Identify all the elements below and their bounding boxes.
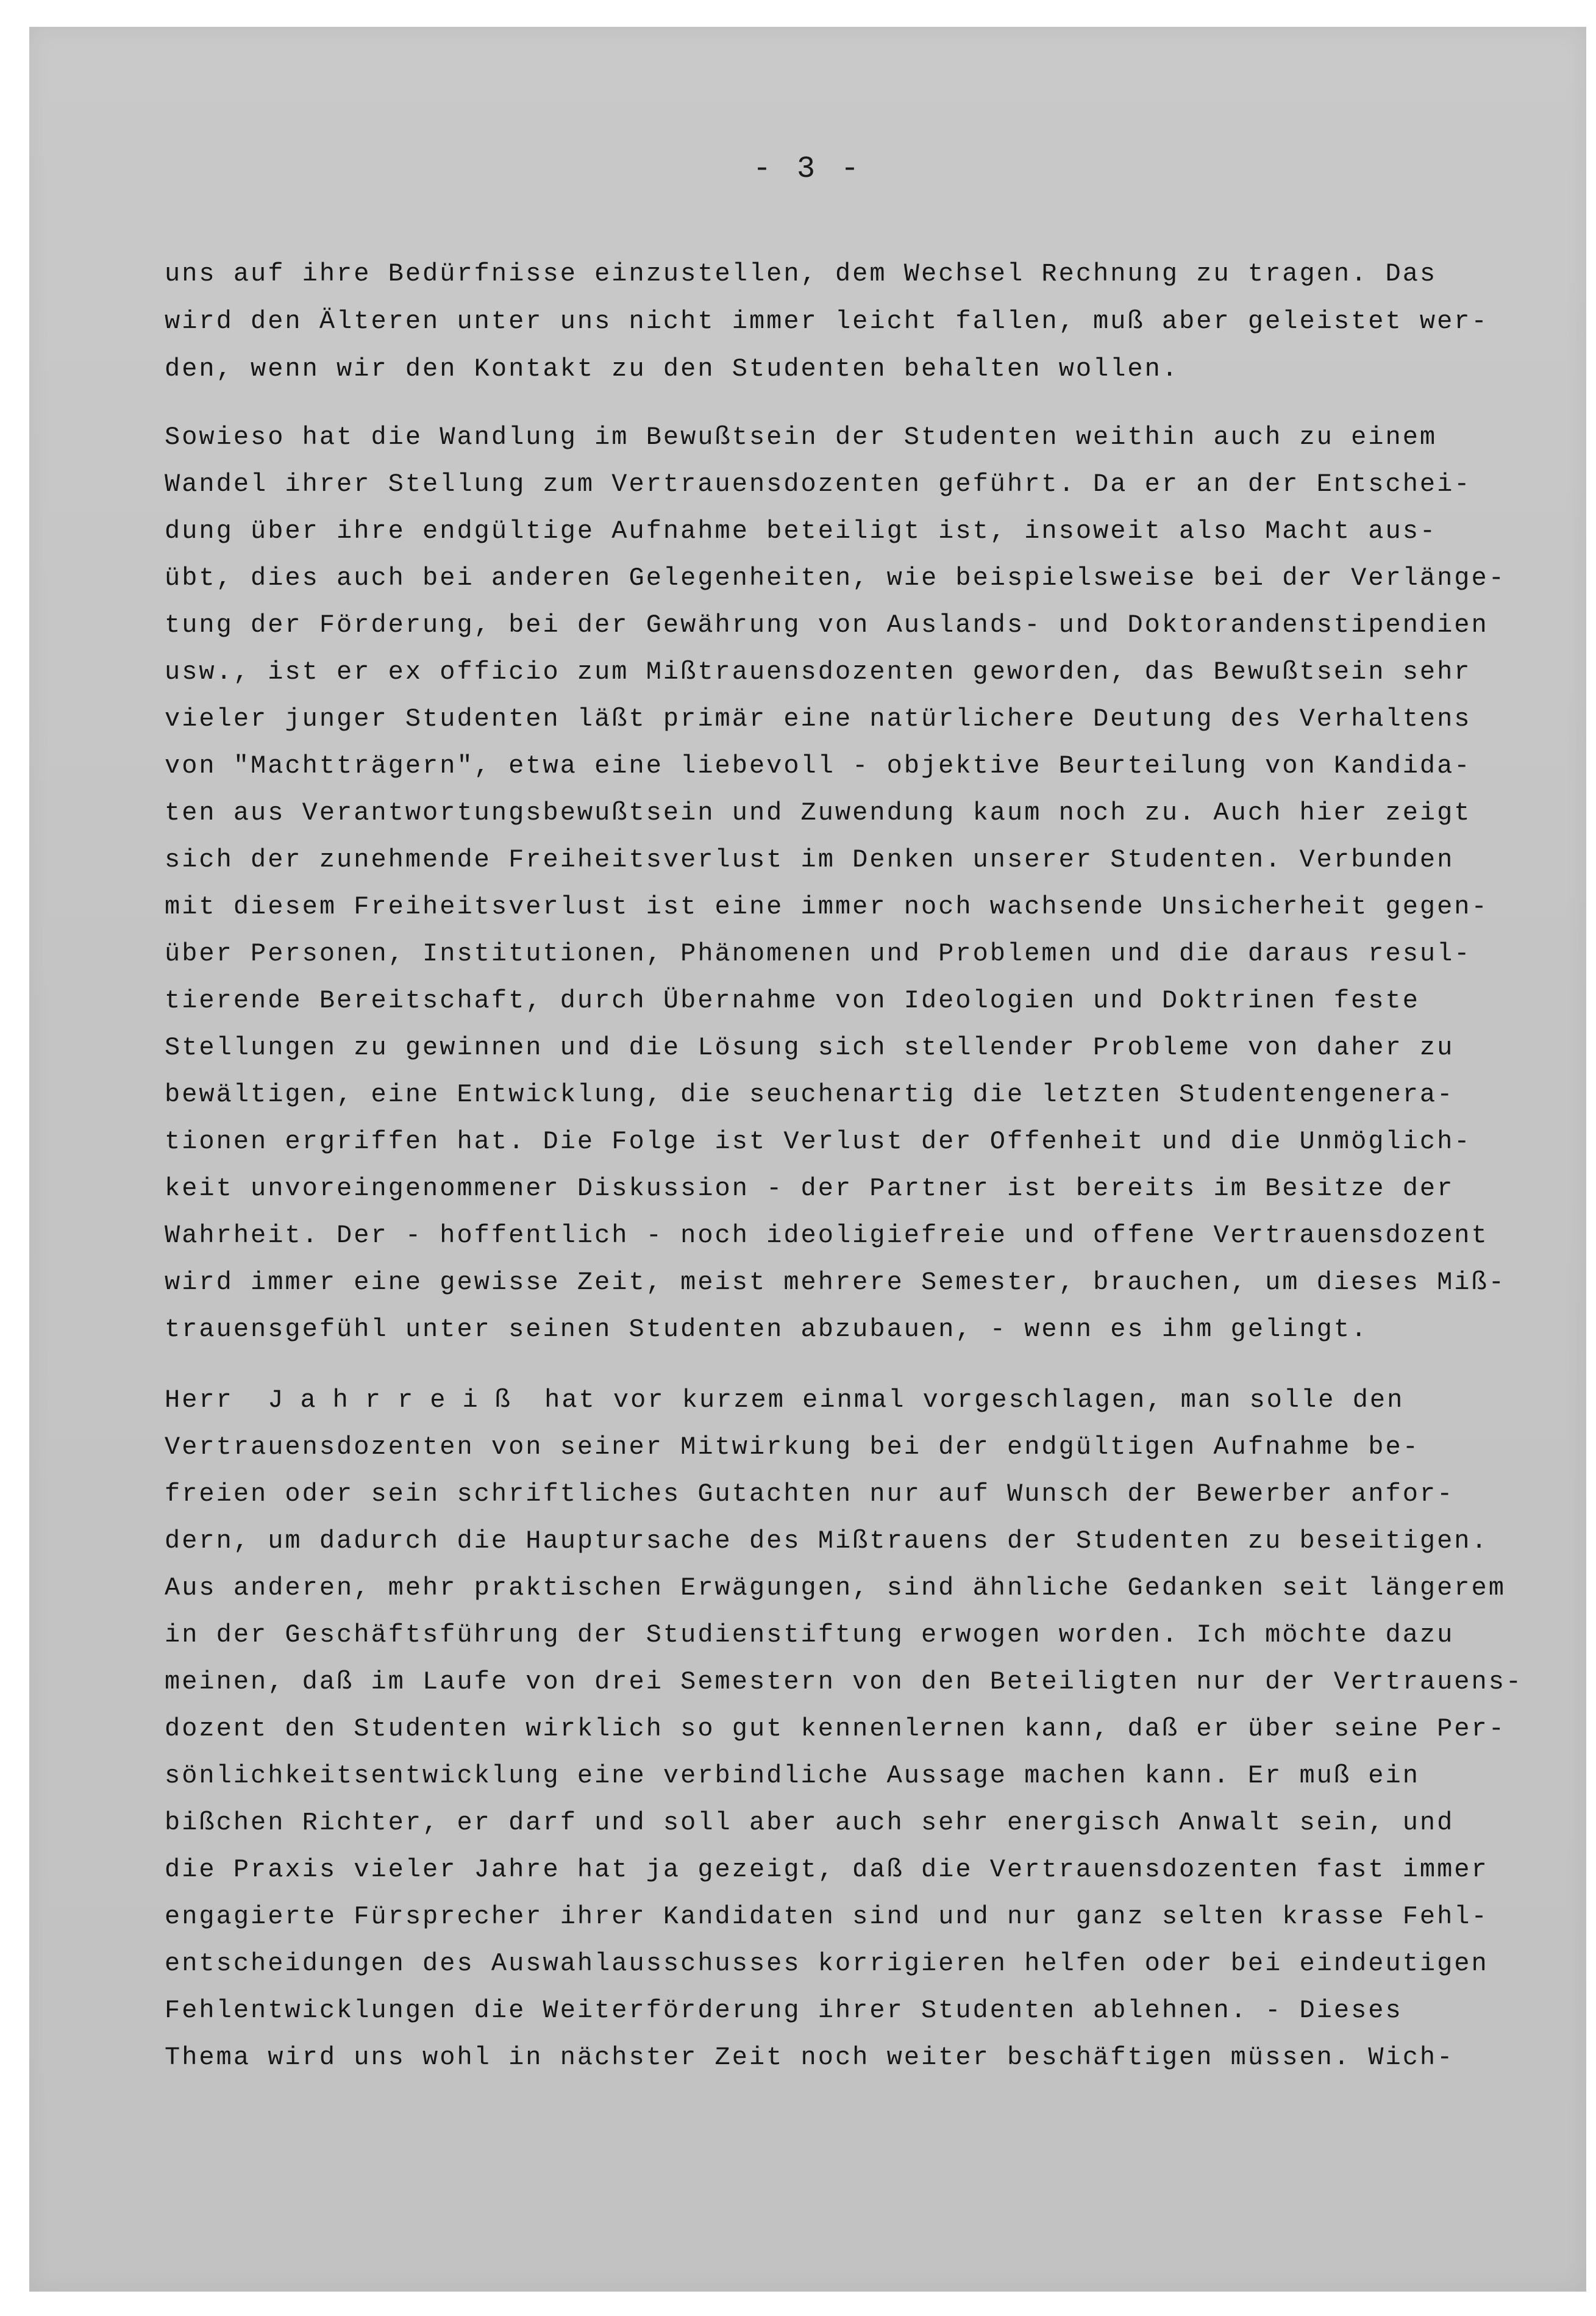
text-line: Aus anderen, mehr praktischen Erwägungen, sind ähnliche Gedanken seit längerem bbox=[165, 1573, 1506, 1603]
page-number: - 3 - bbox=[752, 152, 863, 187]
text-line: übt, dies auch bei anderen Gelegenheiten, wie beispielsweise bei der Verlänge- bbox=[165, 563, 1506, 593]
text-line: über Personen, Institutionen, Phänomenen und Problemen und die daraus resul- bbox=[165, 939, 1472, 968]
text-line: entscheidungen des Auswahlausschusses korrigieren helfen oder bei eindeutigen bbox=[165, 1949, 1489, 1978]
text-line: tierende Bereitschaft, durch Übernahme von Ideologien und Doktrinen feste bbox=[165, 986, 1420, 1015]
herr-prefix: Herr bbox=[165, 1385, 233, 1415]
text-line: Wandel ihrer Stellung zum Vertrauensdozenten geführt. Da er an der Entschei- bbox=[165, 470, 1472, 499]
text-line: wird den Älteren unter uns nicht immer leicht fallen, muß aber geleistet wer- bbox=[165, 307, 1489, 336]
text-line: Fehlentwicklungen die Weiterförderung ihrer Studenten ablehnen. - Dieses bbox=[165, 1996, 1403, 2025]
text-line: dern, um dadurch die Hauptursache des Mißtrauens der Studenten zu beseitigen. bbox=[165, 1526, 1489, 1556]
spaced-name: Jahrreiß bbox=[268, 1385, 527, 1415]
text-line: keit unvoreingenommener Diskussion - der Partner ist bereits im Besitze der bbox=[165, 1174, 1455, 1203]
text-line: trauensgefühl unter seinen Studenten abzubauen, - wenn es ihm gelingt. bbox=[165, 1315, 1369, 1344]
text-line: freien oder sein schriftliches Gutachten nur auf Wunsch der Bewerber anfor- bbox=[165, 1479, 1455, 1509]
text-line: Thema wird uns wohl in nächster Zeit noch weiter beschäftigen müssen. Wich- bbox=[165, 2043, 1455, 2072]
text-line: Vertrauensdozenten von seiner Mitwirkung bei der endgültigen Aufnahme be- bbox=[165, 1432, 1420, 1462]
text-line: Sowieso hat die Wandlung im Bewußtsein der Studenten weithin auch zu einem bbox=[165, 423, 1437, 452]
text-line: den, wenn wir den Kontakt zu den Studenten behalten wollen. bbox=[165, 354, 1180, 384]
text-line-herr bbox=[165, 1387, 1404, 1413]
herr-suffix: hat vor kurzem einmal vorgeschlagen, man solle den bbox=[544, 1385, 1405, 1415]
text-line: bißchen Richter, er darf und soll aber auch sehr energisch Anwalt sein, und bbox=[165, 1808, 1455, 1837]
text-line: dozent den Studenten wirklich so gut kennenlernen kann, daß er über seine Per- bbox=[165, 1714, 1506, 1743]
text-line: usw., ist er ex officio zum Mißtrauensdozenten geworden, das Bewußtsein sehr bbox=[165, 657, 1472, 687]
text-line: Stellungen zu gewinnen und die Lösung sich stellender Probleme von daher zu bbox=[165, 1033, 1455, 1062]
text-line: mit diesem Freiheitsverlust ist eine immer noch wachsende Unsicherheit gegen- bbox=[165, 892, 1489, 921]
text-line: uns auf ihre Bedürfnisse einzustellen, dem Wechsel Rechnung zu tragen. Das bbox=[165, 259, 1437, 288]
text-line: in der Geschäftsführung der Studienstiftung erwogen worden. Ich möchte dazu bbox=[165, 1620, 1455, 1649]
text-line: von "Machtträgern", etwa eine liebevoll - objektive Beurteilung von Kandida- bbox=[165, 751, 1472, 781]
text-line: die Praxis vieler Jahre hat ja gezeigt, daß die Vertrauensdozenten fast immer bbox=[165, 1855, 1489, 1884]
text-line: tung der Förderung, bei der Gewährung von Auslands- und Doktorandenstipendien bbox=[165, 610, 1489, 640]
text-line: wird immer eine gewisse Zeit, meist mehrere Semester, brauchen, um dieses Miß- bbox=[165, 1268, 1506, 1297]
text-line: Wahrheit. Der - hoffentlich - noch ideoligiefreie und offene Vertrauensdozent bbox=[165, 1221, 1489, 1250]
text-line: tionen ergriffen hat. Die Folge ist Verlust der Offenheit und die Unmöglich- bbox=[165, 1127, 1472, 1156]
text-line: engagierte Fürsprecher ihrer Kandidaten sind und nur ganz selten krasse Fehl- bbox=[165, 1902, 1489, 1931]
text-line: vieler junger Studenten läßt primär eine natürlichere Deutung des Verhaltens bbox=[165, 704, 1472, 734]
text-line: sönlichkeitsentwicklung eine verbindliche Aussage machen kann. Er muß ein bbox=[165, 1761, 1420, 1790]
text-line: sich der zunehmende Freiheitsverlust im Denken unserer Studenten. Verbunden bbox=[165, 845, 1455, 874]
text-line: dung über ihre endgültige Aufnahme beteiligt ist, insoweit also Macht aus- bbox=[165, 516, 1437, 546]
text-line: bewältigen, eine Entwicklung, die seuchenartig die letzten Studentengenera- bbox=[165, 1080, 1455, 1109]
text-line: ten aus Verantwortungsbewußtsein und Zuwendung kaum noch zu. Auch hier zeigt bbox=[165, 798, 1472, 827]
text-line: meinen, daß im Laufe von drei Semestern von den Beteiligten nur der Vertrauens- bbox=[165, 1667, 1523, 1696]
